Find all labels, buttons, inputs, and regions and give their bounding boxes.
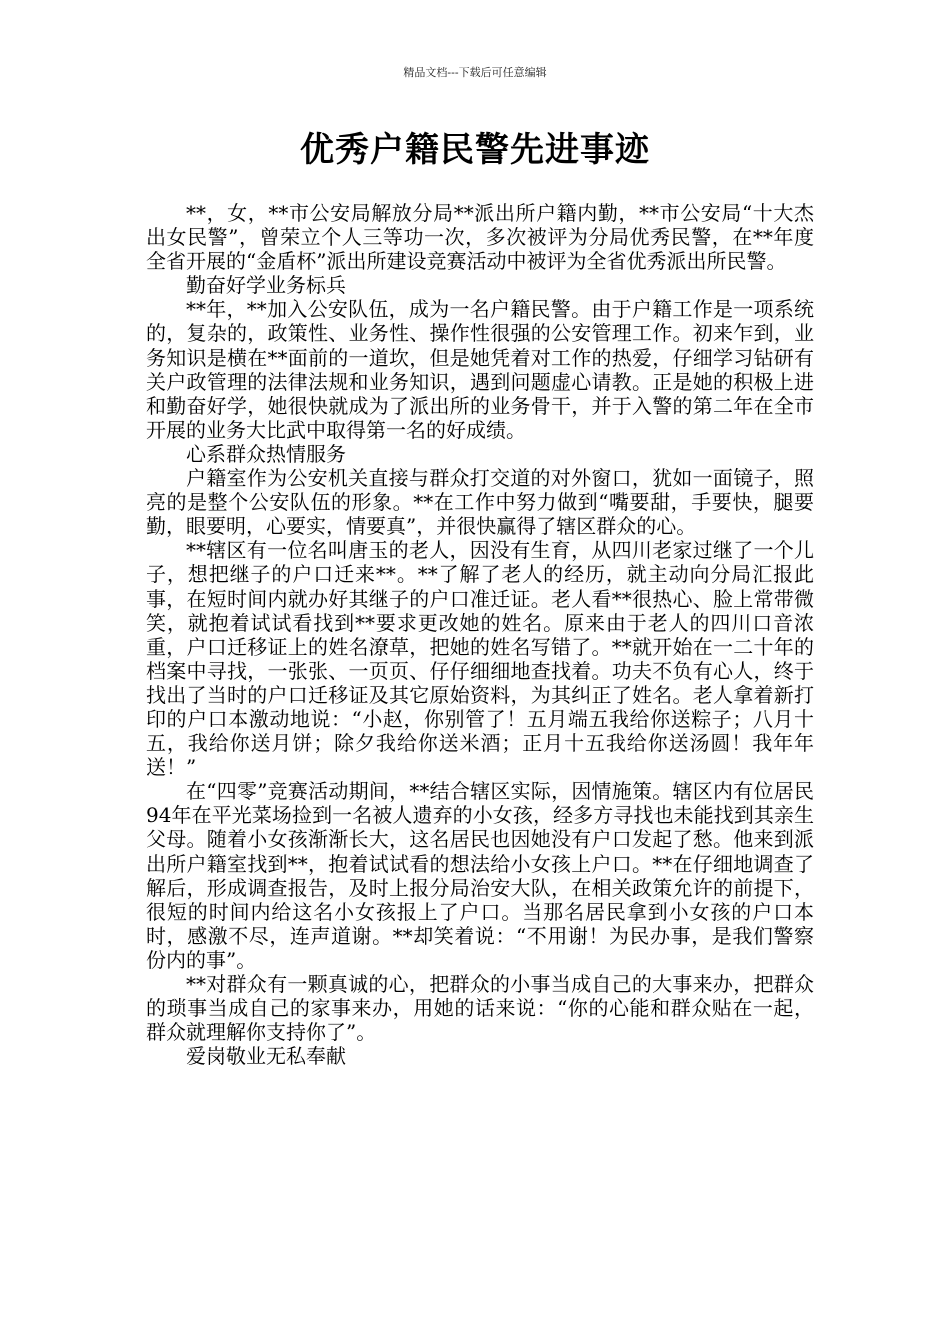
section-heading-service: 心系群众热情服务 (186, 441, 346, 466)
story-girl-paragraph: 在“四零”竞赛活动期间，**结合辖区实际，因情施策。辖区内有位居民94年在平光菜场捡到一名被人遗弃的小女孩，经多方寻找也未能找到其亲生父母。随着小女孩渐渐长大，这名居民也因她没有户口发起了愁。他来到派出所户籍室找到**，抱着试试看的想法给小女孩上户口。**在仔细地调查了解后，形成调查报告，及时上报分局治安大队，在相关政策允许的前提下，很短的时间内给这名小女孩报上了户口。当那名居民拿到小女孩的户口本时，感激不尽，连声道谢。**却笑着说：“不用谢！为民办事，是我们警察份内的事”。 (146, 779, 814, 972)
page-title: 优秀户籍民警先进事迹 (300, 130, 650, 170)
intro-paragraph: **，女，**市公安局解放分局**派出所户籍内勤，**市公安局“十大杰出女民警”，曾荣立个人三等功一次，多次被评为分局优秀民警，在**年度全省开展的“金盾杯”派出所建设竞赛活动中被评为全省优秀派出所民警。 (146, 201, 814, 274)
story-elderly-paragraph: **辖区有一位名叫唐玉的老人，因没有生育，从四川老家过继了一个儿子，想把继子的户口迁来**。**了解了老人的经历，就主动向分局汇报此事，在短时间内就办好其继子的户口准迁证。老人看**很热心、脸上常带微笑，就抱着试试看找到**要求更改她的姓名。原来由于老人的四川口音浓重，户口迁移证上的姓名潦草，把她的姓名写错了。**就开始在一二十年的档案中寻找，一张张、一页页、仔仔细细地查找着。功夫不负有心人，终于找出了当时的户口迁移证及其它原始资料，为其纠正了姓名。老人拿着新打印的户口本激动地说：“小赵，你别管了！五月端五我给你送粽子；八月十五，我给你送月饼；除夕我给你送米酒；正月十五我给你送汤圆！我年年送！” (146, 538, 814, 780)
section-heading-study: 勤奋好学业务标兵 (186, 273, 346, 298)
sincerity-paragraph: **对群众有一颗真诚的心，把群众的小事当成自己的大事来办，把群众的琐事当成自己的家事来办，用她的话来说：“你的心能和群众贴在一起，群众就理解你支持你了”。 (146, 972, 814, 1045)
header-note: 精品文档---下载后可任意编辑 (403, 66, 547, 79)
study-paragraph: **年，**加入公安队伍，成为一名户籍民警。由于户籍工作是一项系统的，复杂的，政策性、业务性、操作性很强的公安管理工作。初来乍到，业务知识是横在**面前的一道坎，但是她凭着对工作的热爱，仔细学习钻研有关户政管理的法律法规和业务知识，遇到问题虚心请教。正是她的积极上进和勤奋好学，她很快就成为了派出所的业务骨干，并于入警的第二年在全市开展的业务大比武中取得第一名的好成绩。 (146, 297, 814, 442)
document-body (146, 201, 814, 1068)
service-paragraph: 户籍室作为公安机关直接与群众打交道的对外窗口，犹如一面镜子，照亮的是整个公安队伍的形象。**在工作中努力做到“嘴要甜，手要快，腿要勤，眼要明，心要实，情要真”，并很快赢得了辖区群众的心。 (146, 466, 814, 539)
section-heading-dedication: 爱岗敬业无私奉献 (186, 1044, 346, 1069)
